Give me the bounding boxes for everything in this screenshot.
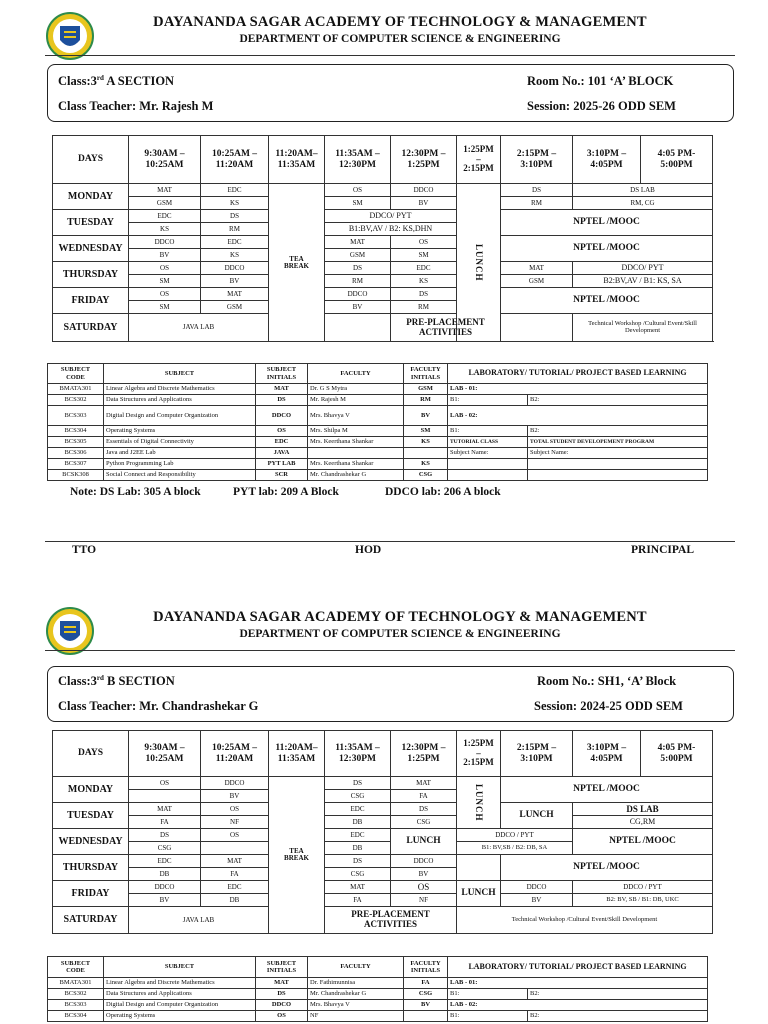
table-row xyxy=(48,395,708,406)
header-slot: 1:25PM – 2:15PM xyxy=(457,136,501,184)
header-slot: 11:20AM– 11:35AM xyxy=(269,731,325,777)
header-slot: 10:25AM – 11:20AM xyxy=(201,731,269,777)
faculty-cell: DB xyxy=(325,842,391,855)
faculty-cell: NF xyxy=(391,894,457,907)
faculty-cell: CSG xyxy=(325,790,391,803)
divider xyxy=(45,55,735,56)
slot-cell: LUNCH xyxy=(391,829,457,855)
subject-code: BMATA301 xyxy=(48,384,104,395)
slot-cell: DS xyxy=(325,262,391,275)
slot-cell: DDCO xyxy=(391,184,457,197)
subject-name: Operating Systems xyxy=(104,1011,256,1022)
slot-cell: DS xyxy=(325,777,391,790)
day-label: TUESDAY xyxy=(53,210,129,236)
faculty-initials: FA xyxy=(404,978,448,989)
lab-batch: B1: xyxy=(448,395,528,406)
faculty-cell: CG,RM xyxy=(573,816,713,829)
lab-entry: LAB - 01: xyxy=(448,978,708,989)
faculty-initials: RM xyxy=(404,395,448,406)
faculty-cell: BV xyxy=(391,868,457,881)
faculty-name: Mrs. Keerthana Shankar xyxy=(308,437,404,448)
faculty-cell: KS xyxy=(201,197,269,210)
lab-note: Note: DS Lab: 305 A block xyxy=(70,486,201,498)
slot-cell: MAT xyxy=(325,236,391,249)
faculty-cell: BV xyxy=(201,790,269,803)
header-days: DAYS xyxy=(53,136,129,184)
room-number: Room No.: SH1, ‘A’ Block xyxy=(537,674,677,688)
slot-cell: DS xyxy=(129,829,201,842)
slot-cell: DDCO xyxy=(129,236,201,249)
table-row xyxy=(48,1011,708,1022)
slot-cell: DS xyxy=(201,210,269,223)
subject-initials: OS xyxy=(256,1011,308,1022)
header-slot: 11:20AM– 11:35AM xyxy=(269,136,325,184)
day-label: WEDNESDAY xyxy=(53,236,129,262)
slot-cell: MAT xyxy=(129,184,201,197)
session: Session: 2024-25 ODD SEM xyxy=(534,699,683,713)
lab-entry: TOTAL STUDENT DEVELOPEMENT PROGRAM xyxy=(528,437,708,448)
lunch-break: LUNCH xyxy=(457,184,501,342)
faculty-cell: KS xyxy=(201,249,269,262)
subject-name: Digital Design and Computer Organization xyxy=(104,1000,256,1011)
faculty-cell: BV xyxy=(325,301,391,314)
faculty-cell: DB xyxy=(129,868,201,881)
faculty-cell: KS xyxy=(129,223,201,236)
slot-cell: OS xyxy=(325,184,391,197)
header-lab: LABORATORY/ TUTORIAL/ PROJECT BASED LEARNING xyxy=(448,957,708,978)
subject-code: BMATA301 xyxy=(48,978,104,989)
faculty-cell: SM xyxy=(129,275,201,288)
header-initials: SUBJECT INITIALS xyxy=(256,364,308,384)
class-teacher: Class Teacher: Mr. Rajesh M xyxy=(58,99,214,113)
faculty-initials: KS xyxy=(404,459,448,470)
slot-cell: Technical Workshop /Cultural Event/Skill Development xyxy=(573,314,713,342)
lab-batch: B1: xyxy=(448,1011,528,1022)
slot-cell: DDCO / PYT xyxy=(457,829,573,842)
header-faculty-initials: FACULTY INITIALS xyxy=(404,957,448,978)
faculty-name: Dr. Fathimunnisa xyxy=(308,978,404,989)
slot-cell: DS xyxy=(391,288,457,301)
subject-name: Digital Design and Computer Organization xyxy=(104,406,256,426)
subject-initials: OS xyxy=(256,426,308,437)
slot-cell: OS xyxy=(129,288,201,301)
subject-code: BCS307 xyxy=(48,459,104,470)
lab-entry xyxy=(528,459,708,470)
slot-cell: EDC xyxy=(201,184,269,197)
subject-name: Operating Systems xyxy=(104,426,256,437)
faculty-cell: RM xyxy=(391,301,457,314)
faculty-cell: BV xyxy=(391,197,457,210)
faculty-cell: RM xyxy=(201,223,269,236)
lab-batch: B1: xyxy=(448,989,528,1000)
faculty-cell: FA xyxy=(201,868,269,881)
lunch-break: LUNCH xyxy=(457,777,501,829)
subject-initials: DS xyxy=(256,395,308,406)
subject-code: BCS303 xyxy=(48,1000,104,1011)
class-teacher: Class Teacher: Mr. Chandrashekar G xyxy=(58,699,259,713)
header-slot: 4:05 PM- 5:00PM xyxy=(641,731,713,777)
header-slot: 2:15PM – 3:10PM xyxy=(501,136,573,184)
college-name: DAYANANDA SAGAR ACADEMY OF TECHNOLOGY & MANAGEMENT xyxy=(153,14,647,30)
faculty-cell: BV xyxy=(129,249,201,262)
slot-cell: DDCO / PYT xyxy=(573,881,713,894)
faculty-initials: SM xyxy=(404,426,448,437)
timetable-grid xyxy=(52,135,713,342)
lab-entry: LAB - 02: xyxy=(448,406,708,426)
header-days: DAYS xyxy=(53,731,129,777)
day-label: SATURDAY xyxy=(53,907,129,934)
slot-cell: NPTEL /MOOC xyxy=(501,288,713,314)
signature-hod: HOD xyxy=(355,544,382,556)
faculty-cell: SM xyxy=(325,197,391,210)
header-subject: SUBJECT xyxy=(104,957,256,978)
lab-entry xyxy=(528,470,708,481)
subject-name: Linear Algebra and Discrete Mathematics xyxy=(104,384,256,395)
slot-cell: PRE-PLACEMENT ACTIVITIES xyxy=(325,907,457,934)
faculty-name: Mrs. Keerthana Shankar xyxy=(308,459,404,470)
subject-code: BCS302 xyxy=(48,395,104,406)
slot-cell: MAT xyxy=(325,881,391,894)
lab-entry: LAB - 01: xyxy=(448,384,708,395)
slot-cell: EDC xyxy=(201,236,269,249)
slot-cell xyxy=(325,314,391,342)
lab-batch: B2: xyxy=(528,395,708,406)
table-row xyxy=(48,978,708,989)
subject-initials: DS xyxy=(256,989,308,1000)
header-slot: 12:30PM – 1:25PM xyxy=(391,136,457,184)
faculty-cell: FA xyxy=(391,790,457,803)
header-slot: 9:30AM – 10:25AM xyxy=(129,136,201,184)
lab-entry: LAB - 02: xyxy=(448,1000,708,1011)
header-slot: 12:30PM – 1:25PM xyxy=(391,731,457,777)
slot-cell: DDCO xyxy=(201,777,269,790)
slot-cell: DS xyxy=(501,184,573,197)
faculty-cell: GSM xyxy=(201,301,269,314)
header-slot: 10:25AM – 11:20AM xyxy=(201,136,269,184)
faculty-initials: BV xyxy=(404,406,448,426)
faculty-cell: B1: BV,SB / B2: DB, SA xyxy=(457,842,573,855)
day-label: THURSDAY xyxy=(53,262,129,288)
signature-tto: TTO xyxy=(72,544,97,556)
slot-cell: MAT xyxy=(201,855,269,868)
faculty-initials: CSG xyxy=(404,470,448,481)
slot-cell: DS xyxy=(325,855,391,868)
header-slot: 11:35AM – 12:30PM xyxy=(325,136,391,184)
subject-initials: MAT xyxy=(256,978,308,989)
header-slot: 1:25PM – 2:15PM xyxy=(457,731,501,777)
slot-cell: EDC xyxy=(129,210,201,223)
faculty-cell: RM, CG xyxy=(573,197,713,210)
day-label: MONDAY xyxy=(53,777,129,803)
faculty-cell: RM xyxy=(501,197,573,210)
header-slot: 3:10PM – 4:05PM xyxy=(573,136,641,184)
subject-name: Data Structures and Applications xyxy=(104,395,256,406)
slot-cell: NPTEL /MOOC xyxy=(501,236,713,262)
header-slot: 11:35AM – 12:30PM xyxy=(325,731,391,777)
subject-initials: PYT LAB xyxy=(256,459,308,470)
lab-entry xyxy=(448,459,528,470)
faculty-initials: CSG xyxy=(404,989,448,1000)
header-slot: 9:30AM – 10:25AM xyxy=(129,731,201,777)
faculty-name: Mr. Chandrashekar G xyxy=(308,470,404,481)
slot-cell: OS xyxy=(201,803,269,816)
slot-cell: DS LAB xyxy=(573,184,713,197)
subject-code: BCS304 xyxy=(48,1011,104,1022)
faculty-cell: B2: BV, SB / B1: DB, UKC xyxy=(573,894,713,907)
subject-initials: MAT xyxy=(256,384,308,395)
department-name: DEPARTMENT OF COMPUTER SCIENCE & ENGINEERING xyxy=(239,33,561,45)
faculty-name: Mrs. Bhavya V xyxy=(308,406,404,426)
subject-code: BCS303 xyxy=(48,406,104,426)
subject-name: Python Programming Lab xyxy=(104,459,256,470)
faculty-cell: SM xyxy=(391,249,457,262)
room-number: Room No.: 101 ‘A’ BLOCK xyxy=(527,74,674,88)
faculty-cell: FA xyxy=(325,894,391,907)
faculty-cell: B2:BV,AV / B1: KS, SA xyxy=(573,275,713,288)
faculty-initials: KS xyxy=(404,437,448,448)
table-row xyxy=(48,470,708,481)
subject-initials: JAVA xyxy=(256,448,308,459)
header-subject: SUBJECT xyxy=(104,364,256,384)
subject-name: Java and J2EE Lab xyxy=(104,448,256,459)
slot-cell: NPTEL /MOOC xyxy=(501,210,713,236)
divider xyxy=(45,650,735,651)
table-row xyxy=(48,426,708,437)
slot-cell: DS LAB xyxy=(573,803,713,816)
lab-batch: B1: xyxy=(448,426,528,437)
slot-cell xyxy=(501,314,573,342)
lab-entry: Subject Name: xyxy=(448,448,528,459)
header-initials: SUBJECT INITIALS xyxy=(256,957,308,978)
slot-cell: OS xyxy=(129,777,201,790)
tea-break: TEA BREAK xyxy=(269,184,325,342)
slot-cell: JAVA LAB xyxy=(129,907,269,934)
header-code: SUBJECT CODE xyxy=(48,364,104,384)
slot-cell: DDCO/ PYT xyxy=(573,262,713,275)
faculty-cell: FA xyxy=(129,816,201,829)
slot-cell: JAVA LAB xyxy=(129,314,269,342)
faculty-name: Mr. Rajesh M xyxy=(308,395,404,406)
day-label: THURSDAY xyxy=(53,855,129,881)
table-row xyxy=(48,448,708,459)
faculty-name: Dr. G S Mytra xyxy=(308,384,404,395)
college-logo-icon xyxy=(46,12,94,60)
faculty-initials xyxy=(404,1011,448,1022)
subject-code: BCS302 xyxy=(48,989,104,1000)
faculty-cell: BV xyxy=(201,275,269,288)
header-faculty: FACULTY xyxy=(308,957,404,978)
day-label: TUESDAY xyxy=(53,803,129,829)
slot-cell: MAT xyxy=(129,803,201,816)
header-slot: 4:05 PM- 5:00PM xyxy=(641,136,713,184)
class-label: Class:3rd B SECTION xyxy=(58,674,175,689)
lab-batch: B2: xyxy=(528,1011,708,1022)
day-label: WEDNESDAY xyxy=(53,829,129,855)
table-row xyxy=(48,989,708,1000)
subject-initials: DDCO xyxy=(256,1000,308,1011)
subject-initials: SCR xyxy=(256,470,308,481)
subject-code: BCS306 xyxy=(48,448,104,459)
tea-break: TEA BREAK xyxy=(269,777,325,934)
faculty-cell: CSG xyxy=(129,842,201,855)
faculty-cell: CSG xyxy=(391,816,457,829)
faculty-name: Mr. Chandrashekar G xyxy=(308,989,404,1000)
faculty-cell: GSM xyxy=(325,249,391,262)
slot-cell: Technical Workshop /Cultural Event/Skill Development xyxy=(457,907,713,934)
header-slot: 3:10PM – 4:05PM xyxy=(573,731,641,777)
timetable-grid xyxy=(52,730,713,934)
class-label: Class:3rd A SECTION xyxy=(58,74,175,89)
lab-batch: B2: xyxy=(528,426,708,437)
table-row xyxy=(48,384,708,395)
session: Session: 2025-26 ODD SEM xyxy=(527,99,676,113)
lab-entry: Subject Name: xyxy=(528,448,708,459)
slot-cell: DS xyxy=(391,803,457,816)
slot-cell: LUNCH xyxy=(457,881,501,907)
slot-cell: MAT xyxy=(201,288,269,301)
header-code: SUBJECT CODE xyxy=(48,957,104,978)
department-name: DEPARTMENT OF COMPUTER SCIENCE & ENGINEERING xyxy=(239,628,561,640)
faculty-cell: SM xyxy=(129,301,201,314)
faculty-cell: BV xyxy=(501,894,573,907)
table-row xyxy=(48,406,708,426)
table-row xyxy=(48,1000,708,1011)
slot-cell: LUNCH xyxy=(501,803,573,829)
faculty-cell: DB xyxy=(201,894,269,907)
subject-code: BCSK308 xyxy=(48,470,104,481)
faculty-cell: CSG xyxy=(325,868,391,881)
subject-name: Social Connect and Responsibility xyxy=(104,470,256,481)
slot-cell: MAT xyxy=(391,777,457,790)
faculty-cell: RM xyxy=(325,275,391,288)
faculty-cell: GSM xyxy=(129,197,201,210)
slot-cell: NPTEL /MOOC xyxy=(501,855,713,881)
table-row xyxy=(48,437,708,448)
lab-note: DDCO lab: 206 A block xyxy=(385,486,501,498)
faculty-name: NF xyxy=(308,1011,404,1022)
slot-cell: DDCO xyxy=(129,881,201,894)
faculty-cell xyxy=(201,842,269,855)
college-name: DAYANANDA SAGAR ACADEMY OF TECHNOLOGY & MANAGEMENT xyxy=(153,609,647,625)
faculty-cell: KS xyxy=(391,275,457,288)
slot-cell: NPTEL /MOOC xyxy=(501,777,713,803)
faculty-cell: BV xyxy=(129,894,201,907)
college-logo-icon xyxy=(46,607,94,655)
subject-name: Linear Algebra and Discrete Mathematics xyxy=(104,978,256,989)
lab-entry xyxy=(448,470,528,481)
subject-table xyxy=(47,956,708,1022)
faculty-cell: GSM xyxy=(501,275,573,288)
header-lab: LABORATORY/ TUTORIAL/ PROJECT BASED LEARNING xyxy=(448,364,708,384)
header-faculty-initials: FACULTY INITIALS xyxy=(404,364,448,384)
slot-cell xyxy=(457,855,501,881)
slot-cell: MAT xyxy=(501,262,573,275)
slot-cell: OS xyxy=(391,236,457,249)
slot-cell: EDC xyxy=(129,855,201,868)
faculty-initials: BV xyxy=(404,1000,448,1011)
slot-cell: DDCO xyxy=(501,881,573,894)
slot-cell: DDCO xyxy=(325,288,391,301)
slot-cell: PRE-PLACEMENT ACTIVITIES xyxy=(391,314,501,342)
slot-cell: EDC xyxy=(325,803,391,816)
lab-note: PYT lab: 209 A Block xyxy=(233,486,339,498)
faculty-cell xyxy=(129,790,201,803)
slot-cell: DDCO/ PYT xyxy=(325,210,457,223)
day-label: FRIDAY xyxy=(53,288,129,314)
slot-cell: OS xyxy=(391,881,457,894)
faculty-cell: NF xyxy=(201,816,269,829)
divider xyxy=(45,541,735,542)
slot-cell: NPTEL /MOOC xyxy=(573,829,713,855)
subject-name: Data Structures and Applications xyxy=(104,989,256,1000)
table-row xyxy=(48,459,708,470)
slot-cell: OS xyxy=(201,829,269,842)
faculty-name: Mrs. Bhavya V xyxy=(308,1000,404,1011)
subject-initials: EDC xyxy=(256,437,308,448)
day-label: MONDAY xyxy=(53,184,129,210)
subject-initials: DDCO xyxy=(256,406,308,426)
faculty-initials xyxy=(404,448,448,459)
header-slot: 2:15PM – 3:10PM xyxy=(501,731,573,777)
slot-cell: EDC xyxy=(201,881,269,894)
subject-code: BCS304 xyxy=(48,426,104,437)
slot-cell: OS xyxy=(129,262,201,275)
lab-entry: TUTORIAL CLASS xyxy=(448,437,528,448)
faculty-initials: GSM xyxy=(404,384,448,395)
day-label: FRIDAY xyxy=(53,881,129,907)
subject-code: BCS305 xyxy=(48,437,104,448)
signature-principal: PRINCIPAL xyxy=(631,544,695,556)
header-faculty: FACULTY xyxy=(308,364,404,384)
faculty-cell: B1:BV,AV / B2: KS,DHN xyxy=(325,223,457,236)
subject-name: Essentials of Digital Connectivity xyxy=(104,437,256,448)
slot-cell: EDC xyxy=(325,829,391,842)
day-label: SATURDAY xyxy=(53,314,129,342)
lab-batch: B2: xyxy=(528,989,708,1000)
subject-table xyxy=(47,363,708,481)
slot-cell: EDC xyxy=(391,262,457,275)
faculty-name xyxy=(308,448,404,459)
slot-cell: DDCO xyxy=(391,855,457,868)
faculty-name: Mrs. Shilpa M xyxy=(308,426,404,437)
slot-cell: DDCO xyxy=(201,262,269,275)
faculty-cell: DB xyxy=(325,816,391,829)
